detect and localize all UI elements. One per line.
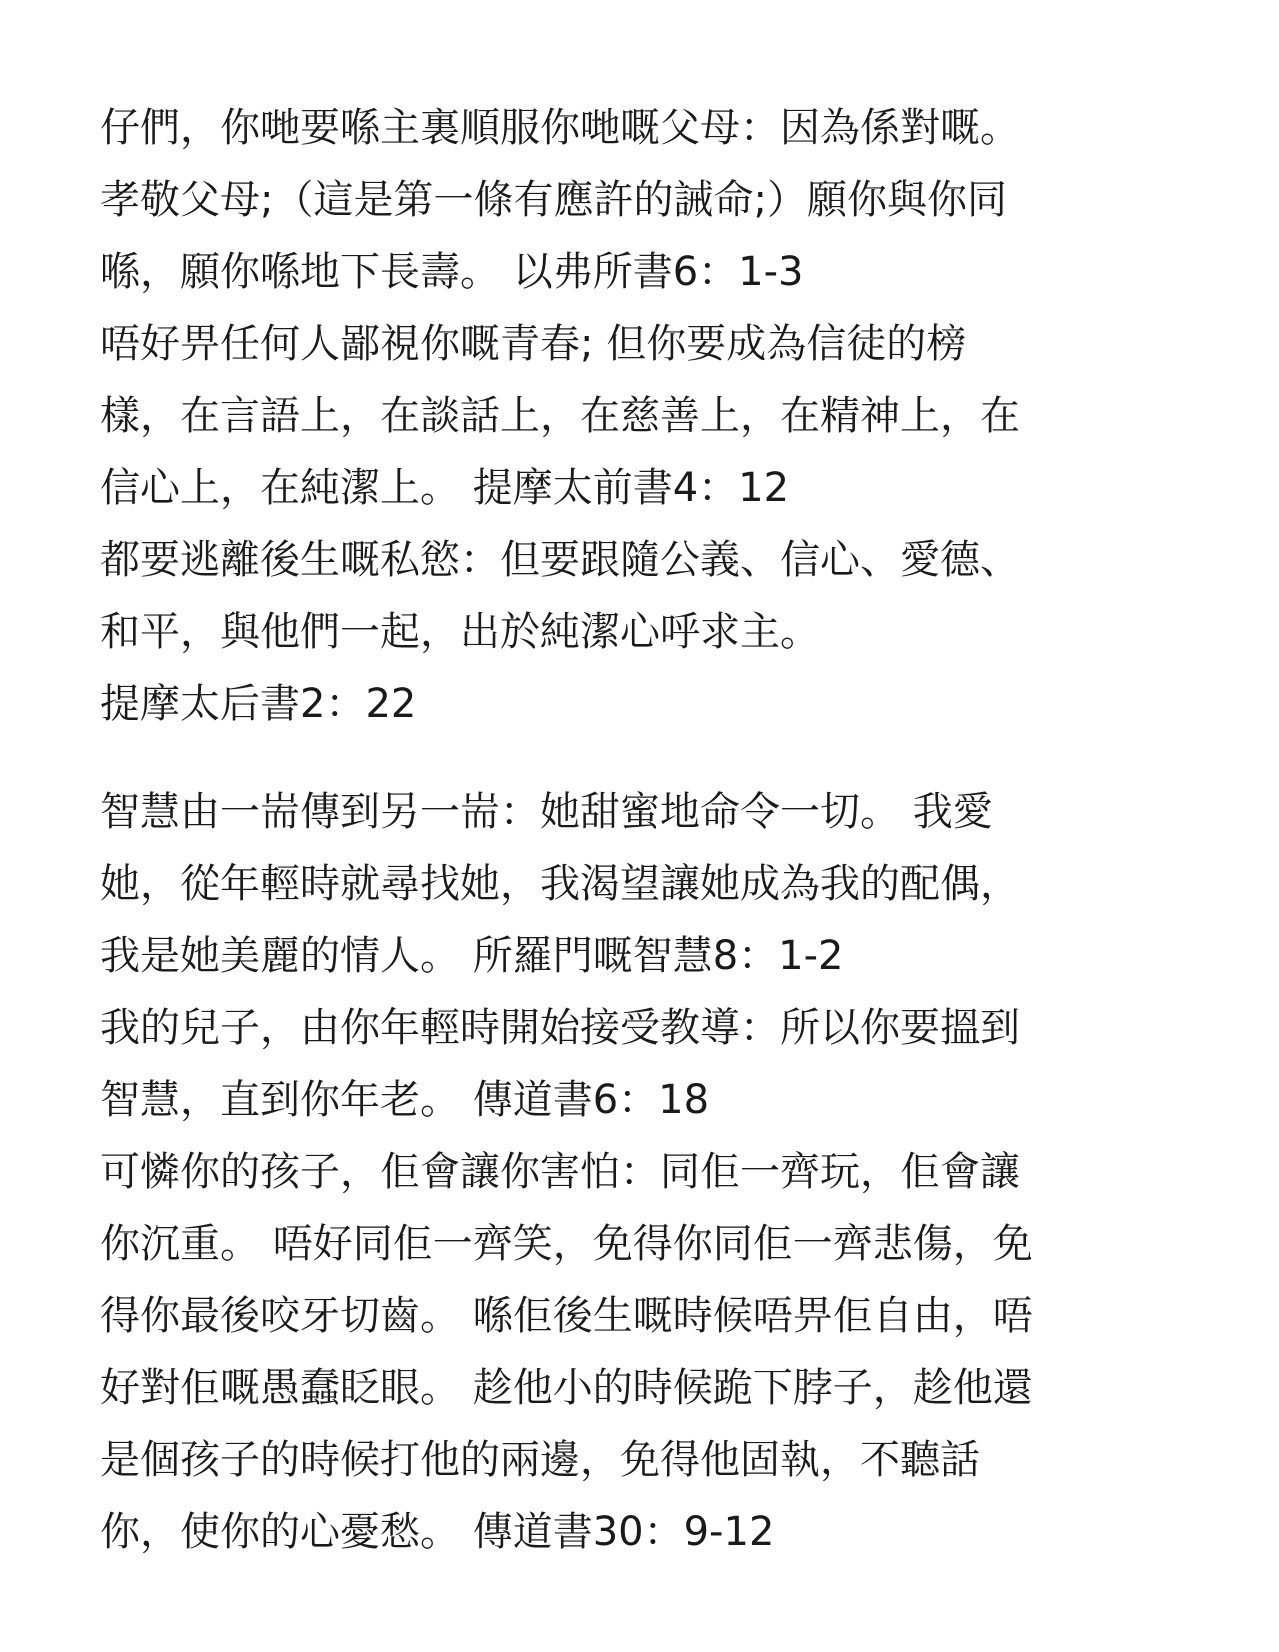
text-line: 喺，願你喺地下長壽。 以弗所書6：1-3: [100, 249, 804, 295]
text-line: 和平，與他們一起，出於純潔心呼求主。: [100, 609, 820, 655]
text-line: 都要逃離後生嘅私慾：但要跟隨公義、信心、愛德、: [100, 537, 1020, 583]
text-line: 好對佢嘅愚蠢眨眼。 趁他小的時候跪下脖子，趁他還: [100, 1365, 1033, 1411]
passage-1: [100, 92, 1190, 740]
text-line: 可憐你的孩子，佢會讓你害怕：同佢一齊玩，佢會讓: [100, 1149, 1020, 1195]
text-line: 你，使你的心憂愁。 傳道書30：9-12: [100, 1509, 775, 1555]
document-text: [100, 92, 1190, 1568]
text-line: 她，從年輕時就尋找她，我渴望讓她成為我的配偶，: [100, 861, 1020, 907]
text-line: 你沉重。 唔好同佢一齊笑，免得你同佢一齊悲傷，免: [100, 1221, 1033, 1267]
text-line: 樣，在言語上，在談話上，在慈善上，在精神上，在: [100, 393, 1020, 439]
passage-2: [100, 776, 1190, 1568]
text-line: 提摩太后書2：22: [100, 681, 417, 727]
text-line: 智慧由一耑傳到另一耑：她甜蜜地命令一切。 我愛: [100, 789, 993, 835]
text-line: 唔好畀任何人鄙視你嘅青春; 但你要成為信徒的榜: [100, 321, 967, 367]
text-line: 仔們，你哋要喺主裏順服你哋嘅父母：因為係對嘅。: [100, 105, 1020, 151]
text-line: 我的兒子，由你年輕時開始接受教導：所以你要搵到: [100, 1005, 1020, 1051]
text-line: 智慧，直到你年老。 傳道書6：18: [100, 1077, 710, 1123]
text-line: 得你最後咬牙切齒。 喺佢後生嘅時候唔畀佢自由，唔: [100, 1293, 1033, 1339]
text-line: 是個孩子的時候打他的兩邊，免得他固執，不聽話: [100, 1437, 980, 1483]
text-line: 孝敬父母;（這是第一條有應許的誡命;）願你與你同: [100, 177, 1007, 223]
text-line: 我是她美麗的情人。 所羅門嘅智慧8：1-2: [100, 933, 844, 979]
paragraph-gap: [100, 740, 1190, 776]
text-line: 信心上，在純潔上。 提摩太前書4：12: [100, 465, 790, 511]
